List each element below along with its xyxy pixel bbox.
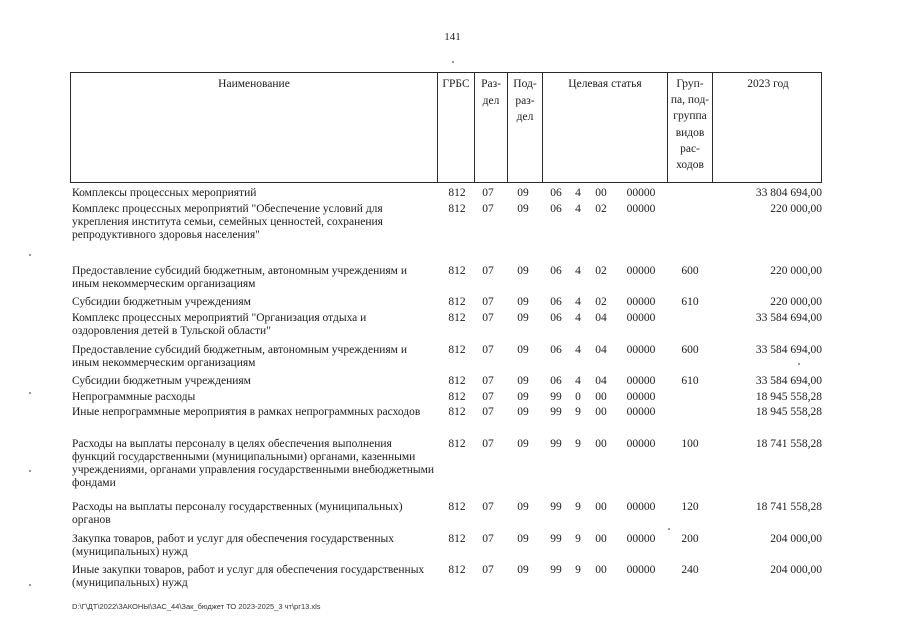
cell-t4: 00000 [626, 406, 656, 418]
header-name: Наименование [218, 78, 290, 90]
cell-sum: 204 000,00 [770, 564, 822, 576]
cell-name: Непрограммные расходы [72, 391, 196, 403]
cell-t3: 02 [595, 296, 607, 308]
cell-grbs: 812 [448, 296, 466, 308]
cell-t2: 4 [575, 344, 581, 356]
cell-podrazdel: 09 [517, 391, 529, 403]
cell-t1: 06 [550, 203, 562, 215]
file-path: D:\Г\ДТ\2022\ЗАКОНЫ\ЗАС_44\Зак_бюджет ТО 2023-2025_3 чт\рг13.xls [72, 602, 321, 611]
cell-grbs: 812 [448, 564, 466, 576]
cell-sum: 33 804 694,00 [755, 187, 822, 199]
header-expense-type: Груп- па, под- группа видов рас- ходов [670, 78, 710, 172]
cell-t4: 00000 [626, 296, 656, 308]
cell-name: Закупка товаров, работ и услуг для обеспечения государственных (муниципальных) нужд [72, 533, 395, 558]
cell-sum: 33 584 694,00 [755, 312, 822, 324]
scan-speck [452, 61, 454, 63]
cell-grbs: 812 [448, 312, 466, 324]
cell-podrazdel: 09 [517, 187, 529, 199]
cell-name: Комплекс процессных мероприятий "Организация отдыха и оздоровления детей в Тульской области" [72, 312, 367, 337]
cell-t2: 4 [575, 375, 581, 387]
cell-podrazdel: 09 [517, 203, 529, 215]
cell-t3: 02 [595, 203, 607, 215]
cell-vid: 200 [681, 533, 699, 545]
cell-t1: 06 [550, 265, 562, 277]
cell-t1: 99 [550, 406, 562, 418]
scan-speck [29, 470, 31, 472]
cell-razdel: 07 [482, 438, 494, 450]
cell-name: Расходы на выплаты персоналу в целях обеспечения выполнения функций государственными (муниципальными) органами, казенными учреждениями, органами управления государственными внебюджетными фондами [72, 438, 435, 489]
cell-t1: 99 [550, 501, 562, 513]
cell-grbs: 812 [448, 265, 466, 277]
cell-t3: 00 [595, 391, 607, 403]
cell-grbs: 812 [448, 203, 466, 215]
cell-vid: 100 [681, 438, 699, 450]
cell-grbs: 812 [448, 406, 466, 418]
cell-name: Иные закупки товаров, работ и услуг для обеспечения государственных (муниципальных) нужд [72, 564, 425, 589]
cell-grbs: 812 [448, 375, 466, 387]
scan-speck [29, 254, 31, 256]
cell-sum: 18 945 558,28 [755, 391, 822, 403]
cell-podrazdel: 09 [517, 438, 529, 450]
cell-vid: 610 [681, 296, 699, 308]
cell-t3: 00 [595, 501, 607, 513]
scan-speck [668, 528, 670, 530]
cell-name: Комплекс процессных мероприятий "Обеспечение условий для укрепления института семьи, семейных ценностей, сохранения репродуктивного здоровья населения" [72, 203, 383, 241]
cell-t1: 99 [550, 533, 562, 545]
cell-t4: 00000 [626, 312, 656, 324]
cell-razdel: 07 [482, 406, 494, 418]
header-razdel: Раз- дел [481, 78, 501, 107]
cell-grbs: 812 [448, 391, 466, 403]
cell-podrazdel: 09 [517, 564, 529, 576]
cell-name: Субсидии бюджетным учреждениям [72, 296, 251, 308]
cell-razdel: 07 [482, 501, 494, 513]
cell-t3: 04 [595, 312, 607, 324]
cell-razdel: 07 [482, 265, 494, 277]
cell-t2: 9 [575, 564, 581, 576]
cell-sum: 33 584 694,00 [755, 344, 822, 356]
cell-name: Предоставление субсидий бюджетным, автономным учреждениям и иным некоммерческим организациям [72, 265, 407, 290]
cell-podrazdel: 09 [517, 501, 529, 513]
cell-t2: 4 [575, 312, 581, 324]
cell-sum: 18 741 558,28 [755, 501, 822, 513]
page-number: 141 [444, 31, 461, 43]
cell-t3: 04 [595, 375, 607, 387]
cell-t2: 0 [575, 391, 581, 403]
cell-t4: 00000 [626, 533, 656, 545]
cell-t1: 06 [550, 375, 562, 387]
cell-sum: 204 000,00 [770, 533, 822, 545]
cell-grbs: 812 [448, 187, 466, 199]
cell-t2: 4 [575, 203, 581, 215]
header-grbs: ГРБС [442, 78, 470, 90]
cell-vid: 600 [681, 344, 699, 356]
cell-grbs: 812 [448, 533, 466, 545]
cell-podrazdel: 09 [517, 296, 529, 308]
cell-razdel: 07 [482, 375, 494, 387]
cell-razdel: 07 [482, 344, 494, 356]
cell-razdel: 07 [482, 564, 494, 576]
cell-razdel: 07 [482, 391, 494, 403]
header-year: 2023 год [747, 78, 789, 90]
cell-t2: 4 [575, 187, 581, 199]
cell-t2: 4 [575, 296, 581, 308]
cell-t4: 00000 [626, 375, 656, 387]
cell-name: Субсидии бюджетным учреждениям [72, 375, 251, 387]
cell-grbs: 812 [448, 438, 466, 450]
cell-t3: 00 [595, 533, 607, 545]
cell-t1: 06 [550, 344, 562, 356]
cell-name: Иные непрограммные мероприятия в рамках непрограммных расходов [72, 406, 421, 418]
cell-razdel: 07 [482, 296, 494, 308]
cell-vid: 600 [681, 265, 699, 277]
cell-sum: 220 000,00 [770, 296, 822, 308]
cell-t4: 00000 [626, 564, 656, 576]
cell-sum: 220 000,00 [770, 265, 822, 277]
header-target-article: Целевая статья [568, 78, 642, 90]
cell-t1: 06 [550, 312, 562, 324]
cell-razdel: 07 [482, 312, 494, 324]
cell-razdel: 07 [482, 187, 494, 199]
cell-vid: 610 [681, 375, 699, 387]
cell-podrazdel: 09 [517, 265, 529, 277]
cell-sum: 18 945 558,28 [755, 406, 822, 418]
cell-t3: 00 [595, 438, 607, 450]
cell-podrazdel: 09 [517, 533, 529, 545]
cell-t1: 99 [550, 391, 562, 403]
cell-t1: 06 [550, 187, 562, 199]
cell-t3: 00 [595, 187, 607, 199]
cell-t1: 06 [550, 296, 562, 308]
cell-podrazdel: 09 [517, 344, 529, 356]
cell-t1: 99 [550, 564, 562, 576]
cell-t2: 9 [575, 501, 581, 513]
cell-sum: 18 741 558,28 [755, 438, 822, 450]
cell-vid: 120 [681, 501, 699, 513]
cell-t4: 00000 [626, 438, 656, 450]
cell-t4: 00000 [626, 391, 656, 403]
cell-name: Расходы на выплаты персоналу государственных (муниципальных) органов [72, 501, 403, 526]
header-podrazdel: Под- раз- дел [513, 78, 537, 123]
cell-podrazdel: 09 [517, 312, 529, 324]
cell-podrazdel: 09 [517, 406, 529, 418]
cell-t4: 00000 [626, 203, 656, 215]
scan-speck [29, 392, 31, 394]
cell-vid: 240 [681, 564, 699, 576]
cell-t1: 99 [550, 438, 562, 450]
cell-t2: 9 [575, 533, 581, 545]
cell-podrazdel: 09 [517, 375, 529, 387]
cell-t4: 00000 [626, 187, 656, 199]
cell-t4: 00000 [626, 344, 656, 356]
cell-grbs: 812 [448, 344, 466, 356]
cell-sum: 33 584 694,00 [755, 375, 822, 387]
cell-grbs: 812 [448, 501, 466, 513]
cell-razdel: 07 [482, 533, 494, 545]
cell-razdel: 07 [482, 203, 494, 215]
cell-t3: 00 [595, 564, 607, 576]
scan-speck [29, 584, 31, 586]
cell-t4: 00000 [626, 265, 656, 277]
cell-t2: 9 [575, 406, 581, 418]
scan-speck [798, 363, 800, 365]
cell-t4: 00000 [626, 501, 656, 513]
cell-name: Предоставление субсидий бюджетным, автономным учреждениям и иным некоммерческим организациям [72, 344, 407, 369]
cell-t3: 02 [595, 265, 607, 277]
cell-t2: 9 [575, 438, 581, 450]
cell-t3: 04 [595, 344, 607, 356]
table-header [70, 72, 822, 183]
cell-name: Комплексы процессных мероприятий [72, 187, 257, 199]
cell-t3: 00 [595, 406, 607, 418]
cell-t2: 4 [575, 265, 581, 277]
cell-sum: 220 000,00 [770, 203, 822, 215]
